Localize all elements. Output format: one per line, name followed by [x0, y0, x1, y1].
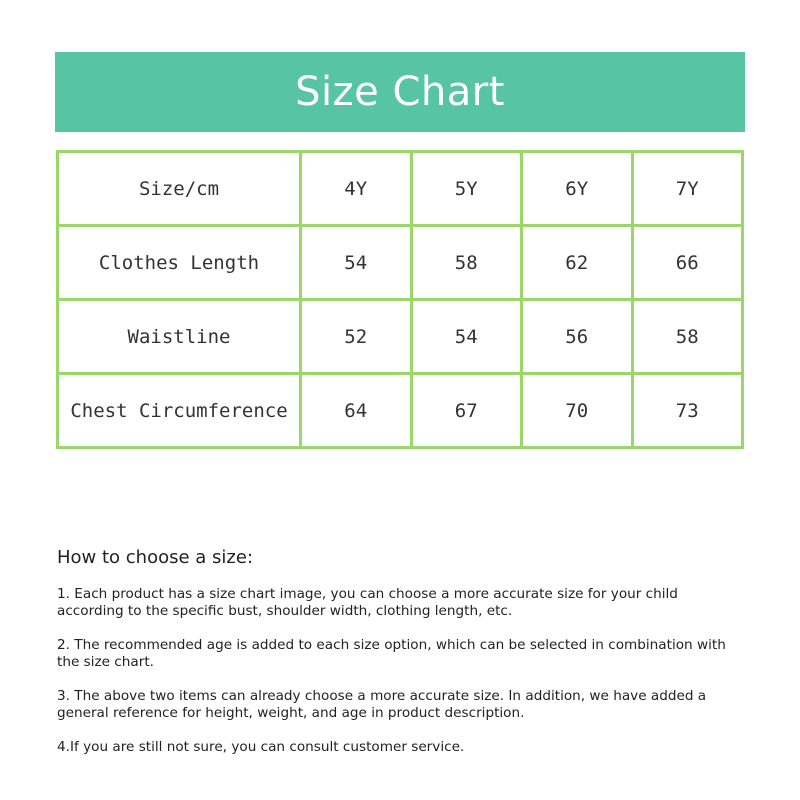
table-cell: 70 — [522, 374, 633, 448]
size-chart-banner — [55, 52, 745, 132]
table-cell: 58 — [411, 226, 522, 300]
guide-item-2: 2. The recommended age is added to each size option, which can be selected in combination with the size chart. — [57, 637, 726, 670]
table-cell: 52 — [301, 300, 412, 374]
banner-title: Size Chart — [295, 69, 505, 115]
table-row-clothes-length — [58, 226, 743, 300]
table-cell: 54 — [301, 226, 412, 300]
row-label: Waistline — [58, 300, 301, 374]
table-cell: 64 — [301, 374, 412, 448]
header-cell-5y: 5Y — [411, 152, 522, 226]
header-cell-size-unit: Size/cm — [58, 152, 301, 226]
row-label: Chest Circumference — [58, 374, 301, 448]
table-cell: 56 — [522, 300, 633, 374]
size-chart-table — [56, 150, 744, 449]
guide-item-1: 1. Each product has a size chart image, you can choose a more accurate size for your child according to the specific bust, shoulder width, clothing length, etc. — [57, 586, 678, 619]
table-cell: 58 — [632, 300, 743, 374]
table-row-waistline — [58, 300, 743, 374]
table-cell: 54 — [411, 300, 522, 374]
header-cell-6y: 6Y — [522, 152, 633, 226]
table-cell: 62 — [522, 226, 633, 300]
table-row-chest-circumference — [58, 374, 743, 448]
size-guide — [57, 545, 747, 773]
header-cell-7y: 7Y — [632, 152, 743, 226]
guide-item-4: 4.If you are still not sure, you can consult customer service. — [57, 739, 465, 755]
table-header-row — [58, 152, 743, 226]
guide-item-3: 3. The above two items can already choose a more accurate size. In addition, we have added a general reference for height, weight, and age in product description. — [57, 688, 707, 721]
table-cell: 66 — [632, 226, 743, 300]
table-cell: 67 — [411, 374, 522, 448]
header-cell-4y: 4Y — [301, 152, 412, 226]
table-cell: 73 — [632, 374, 743, 448]
row-label: Clothes Length — [58, 226, 301, 300]
guide-title: How to choose a size: — [57, 547, 254, 568]
